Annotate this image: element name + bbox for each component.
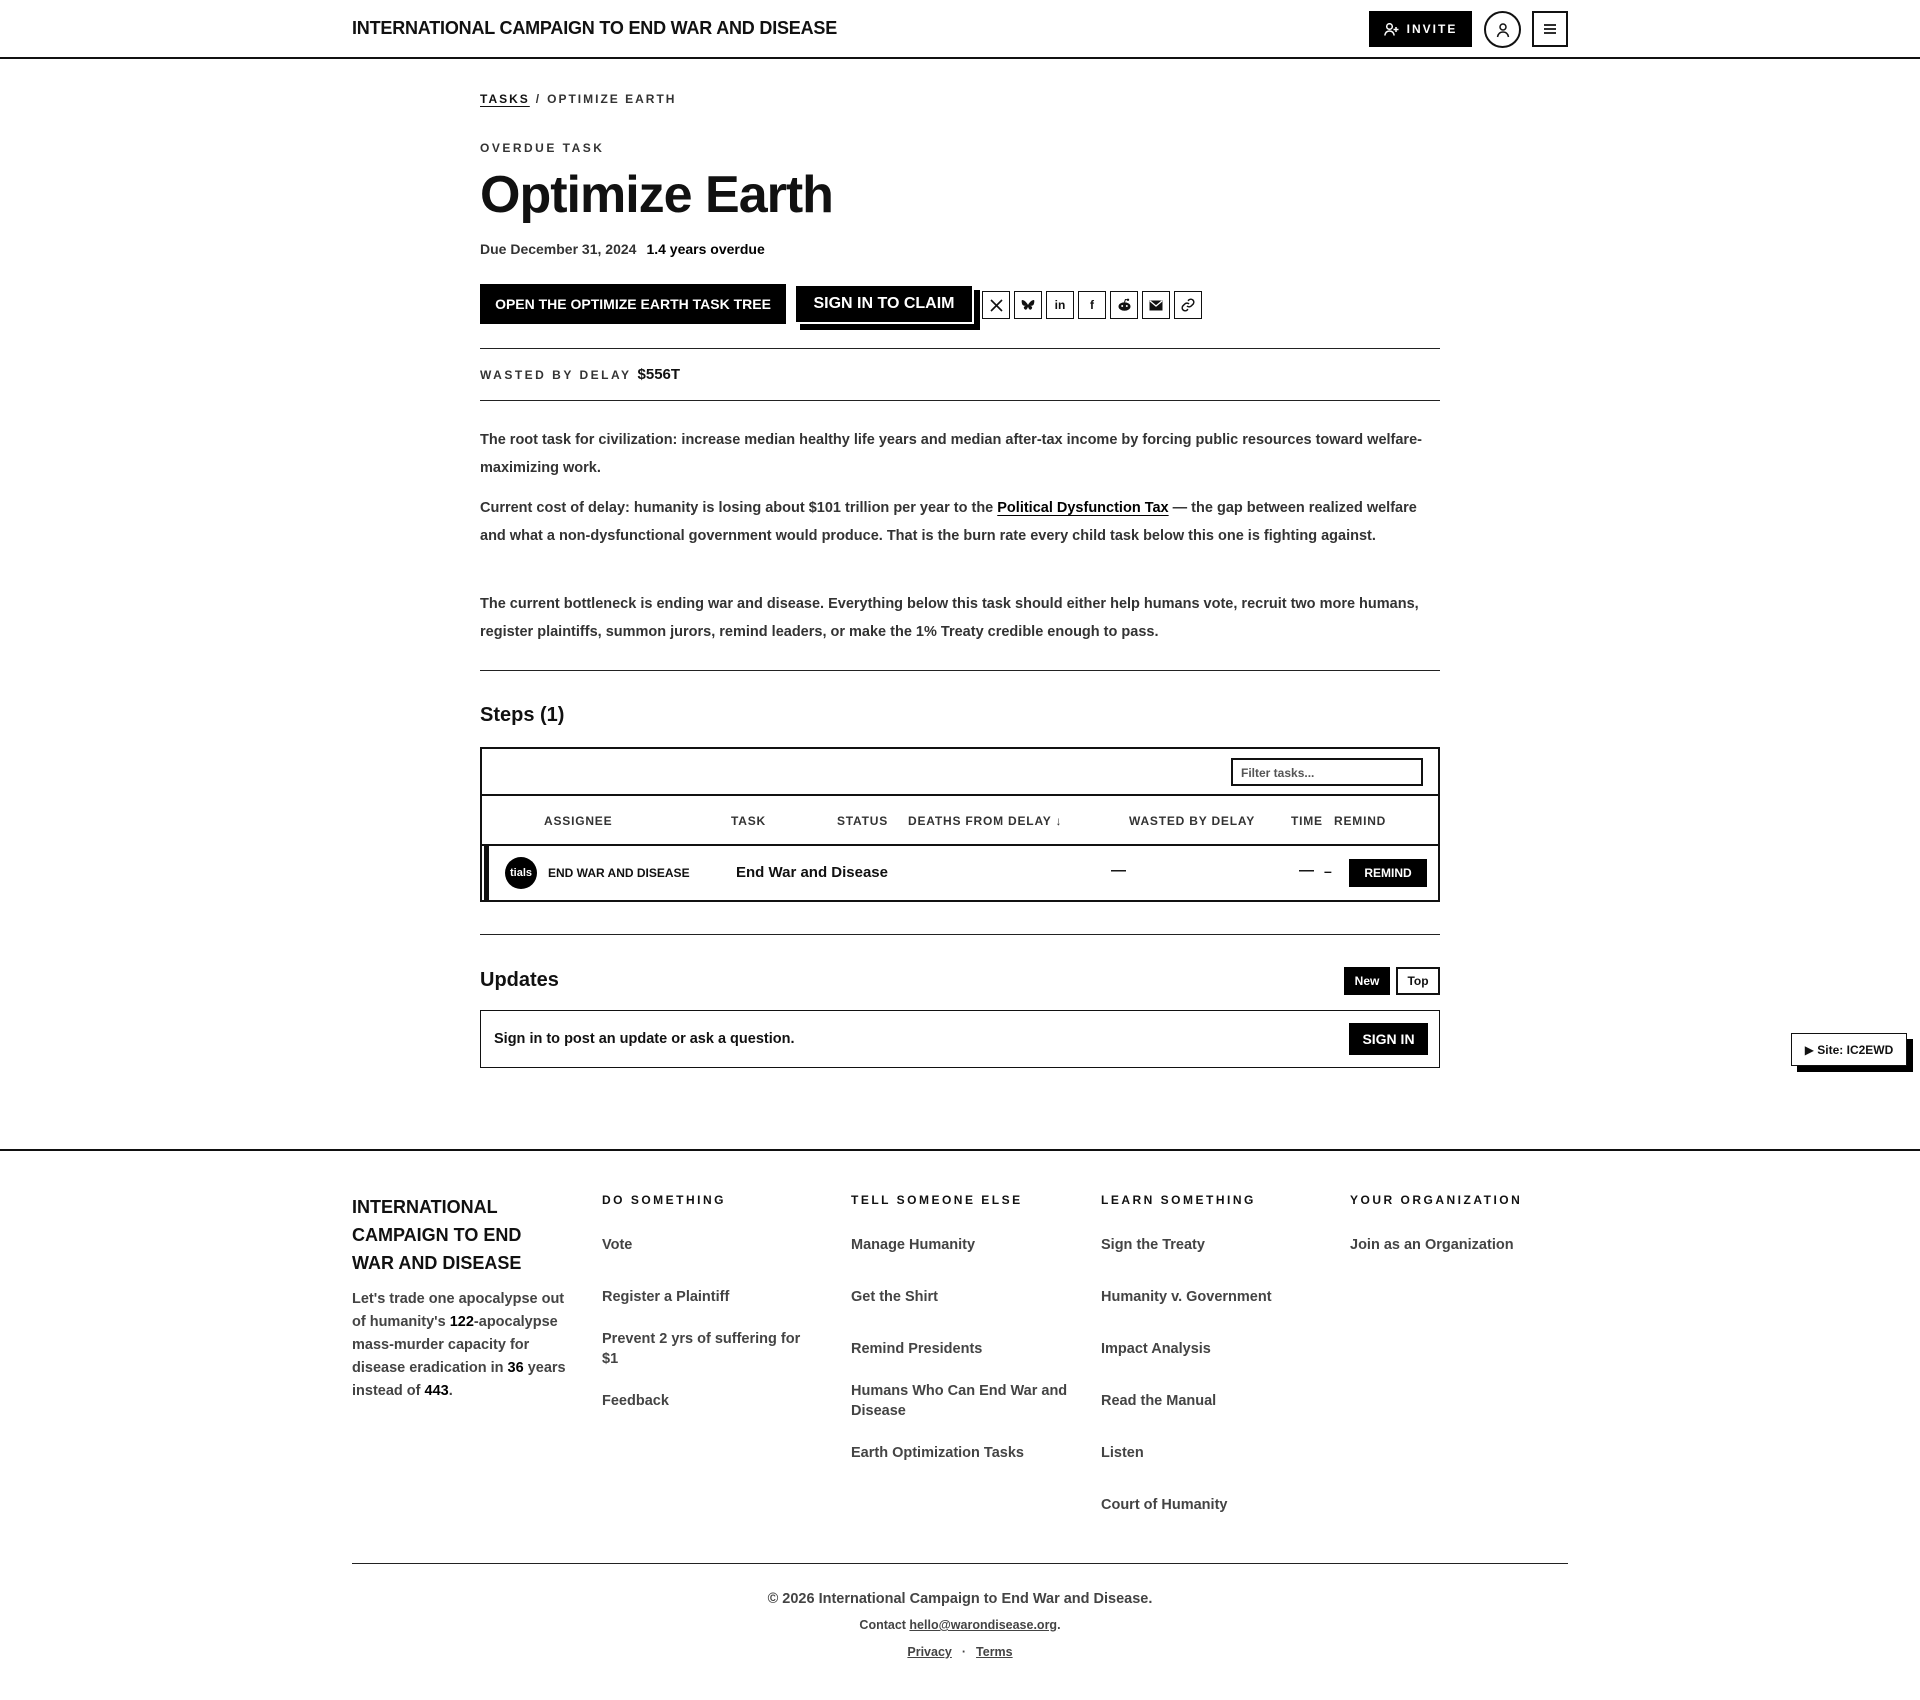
column-wasted-by-delay[interactable]: WASTED BY DELAY	[1129, 814, 1256, 828]
sort-top-tab[interactable]: Top	[1396, 967, 1440, 995]
divider	[480, 400, 1440, 401]
contact-email-link[interactable]: hello@warondisease.org	[909, 1618, 1058, 1632]
account-button[interactable]	[1484, 11, 1521, 48]
footer-column-heading: YOUR ORGANIZATION	[1350, 1193, 1523, 1207]
share-email-button[interactable]	[1142, 291, 1170, 319]
footer-link[interactable]: Humanity v. Government	[1101, 1289, 1272, 1305]
cost-text-after: — the gap between realized welfare and what a non-dysfunctional government would produce. That is the burn rate every child task below this one is fighting against.	[480, 500, 1417, 544]
column-status[interactable]: STATUS	[837, 814, 889, 828]
updates-heading: Updates	[480, 969, 559, 991]
row-time-secondary: –	[1324, 863, 1332, 879]
sort-down-icon: ↓	[1055, 814, 1063, 828]
footer-link[interactable]: Get the Shirt	[851, 1289, 939, 1305]
menu-icon	[1543, 23, 1557, 35]
filter-tasks-input[interactable]: Filter tasks...	[1231, 758, 1423, 786]
email-icon	[1149, 300, 1163, 311]
political-dysfunction-tax-link[interactable]: Political Dysfunction Tax	[997, 500, 1169, 516]
footer-brand[interactable]: INTERNATIONAL CAMPAIGN TO END WAR AND DISEASE	[352, 1197, 522, 1273]
blurb-number: 443	[424, 1383, 449, 1399]
reddit-icon	[1117, 298, 1132, 312]
table-row[interactable]	[484, 846, 1438, 900]
footer-link[interactable]: Manage Humanity	[851, 1237, 976, 1253]
column-deaths-from-delay[interactable]	[908, 814, 1062, 828]
overdue-badge: 1.4 years overdue	[646, 241, 765, 257]
privacy-link[interactable]: Privacy	[907, 1645, 952, 1659]
site-badge[interactable]	[1791, 1033, 1907, 1066]
divider	[480, 934, 1440, 935]
avatar: tials	[505, 857, 537, 889]
due-date: Due December 31, 2024	[480, 241, 637, 257]
share-linkedin-button[interactable]	[1046, 291, 1074, 319]
task-actions	[480, 284, 1440, 330]
top-bar	[0, 0, 1920, 59]
column-remind: REMIND	[1334, 814, 1387, 828]
footer-link[interactable]: Register a Plaintiff	[602, 1289, 730, 1305]
contact-label: Contact	[859, 1618, 910, 1632]
open-task-tree-button[interactable]: OPEN THE OPTIMIZE EARTH TASK TREE	[480, 284, 786, 324]
cost-of-delay-paragraph	[480, 494, 1440, 550]
footer-column-tell-someone-else	[851, 1193, 1071, 1461]
share-x-button[interactable]	[982, 291, 1010, 319]
x-icon	[990, 299, 1003, 312]
footer-column-heading: TELL SOMEONE ELSE	[851, 1193, 1023, 1207]
bluesky-icon	[1021, 299, 1035, 312]
steps-table	[480, 747, 1440, 902]
share-bluesky-button[interactable]	[1014, 291, 1042, 319]
footer-link[interactable]: Feedback	[602, 1393, 669, 1409]
terms-link[interactable]: Terms	[976, 1645, 1013, 1659]
divider	[480, 670, 1440, 671]
blurb-number: 122	[449, 1314, 474, 1330]
link-icon	[1181, 298, 1195, 312]
bottleneck-paragraph: The current bottleneck is ending war and disease. Everything below this task should either help humans vote, recruit two more humans, register plaintiffs, summon jurors, remind leaders, or make the 1% Treaty credible enough to pass.	[480, 596, 1419, 640]
site-badge-label: ▶ Site: IC2EWD	[1791, 1033, 1907, 1066]
remind-button[interactable]: REMIND	[1349, 859, 1427, 887]
blurb-text: .	[448, 1383, 453, 1399]
divider	[480, 348, 1440, 349]
footer-link[interactable]: Impact Analysis	[1101, 1341, 1211, 1357]
legal-separator: ·	[961, 1645, 967, 1659]
cost-text-before: Current cost of delay: humanity is losing about $101 trillion per year to the	[480, 500, 998, 516]
breadcrumb-current: OPTIMIZE EARTH	[547, 92, 677, 106]
invite-label: INVITE	[1406, 22, 1458, 36]
legal-links	[0, 1645, 1920, 1659]
wasted-label: WASTED BY DELAY	[480, 368, 632, 382]
copy-link-button[interactable]	[1174, 291, 1202, 319]
column-task[interactable]: TASK	[731, 814, 766, 828]
sign-in-to-claim-button[interactable]: SIGN IN TO CLAIM	[794, 284, 974, 324]
footer-link[interactable]: Listen	[1101, 1445, 1144, 1461]
add-user-icon	[1384, 23, 1399, 36]
contact-end: .	[1057, 1618, 1061, 1632]
sign-in-button[interactable]: SIGN IN	[1349, 1023, 1428, 1055]
linkedin-icon: in	[1054, 298, 1066, 312]
footer-link[interactable]: Humans Who Can End War and Disease	[851, 1383, 1068, 1419]
menu-button[interactable]	[1532, 11, 1568, 47]
footer-column-heading: DO SOMETHING	[602, 1193, 727, 1207]
table-header	[482, 794, 1438, 846]
row-task[interactable]: End War and Disease	[736, 864, 888, 881]
footer-column-learn-something	[1101, 1193, 1321, 1513]
due-date-line	[480, 241, 765, 257]
facebook-icon: f	[1090, 298, 1094, 312]
footer-column-your-organization	[1350, 1193, 1570, 1253]
breadcrumb-tasks-link[interactable]: TASKS	[480, 92, 530, 106]
signin-prompt: Sign in to post an update or ask a question.	[494, 1031, 795, 1047]
footer-column-do-something	[602, 1193, 822, 1409]
column-time[interactable]: TIME	[1291, 814, 1323, 828]
task-status-kicker: OVERDUE TASK	[480, 141, 605, 155]
footer-blurb	[352, 1288, 567, 1403]
update-signin-box	[480, 1010, 1440, 1068]
share-reddit-button[interactable]	[1110, 291, 1138, 319]
site-brand[interactable]: INTERNATIONAL CAMPAIGN TO END WAR AND DISEASE	[352, 18, 838, 38]
column-assignee[interactable]: ASSIGNEE	[544, 814, 613, 828]
wasted-by-delay	[480, 366, 680, 384]
footer-divider	[352, 1563, 1568, 1564]
column-deaths-label: DEATHS FROM DELAY	[908, 814, 1052, 828]
breadcrumb	[480, 92, 676, 106]
blurb-text: Let's trade one apocalypse out of humanity's	[352, 1291, 565, 1330]
contact-line	[0, 1618, 1920, 1632]
footer-link[interactable]: Earth Optimization Tasks	[851, 1445, 1024, 1461]
page-title: Optimize Earth	[480, 166, 833, 224]
blurb-text: -apocalypse mass-murder capacity for disease eradication in	[352, 1314, 558, 1376]
claim-button-wrap	[794, 284, 980, 330]
description-paragraph: The root task for civilization: increase median healthy life years and median after-tax income by forcing public resources toward welfare-maximizing work.	[480, 432, 1422, 476]
sort-new-tab[interactable]: New	[1344, 967, 1390, 995]
copyright: © 2026 International Campaign to End War and Disease.	[767, 1591, 1153, 1607]
row-time: —	[1299, 862, 1314, 879]
row-deaths: —	[1111, 862, 1126, 879]
footer-link[interactable]: Vote	[602, 1237, 633, 1253]
breadcrumb-separator: /	[535, 92, 542, 106]
footer-link[interactable]: Remind Presidents	[851, 1341, 983, 1357]
wasted-value: $556T	[637, 366, 681, 383]
footer-link[interactable]: Court of Humanity	[1101, 1497, 1228, 1513]
invite-button[interactable]	[1369, 11, 1472, 47]
blurb-text: years instead of	[352, 1360, 566, 1399]
footer-link[interactable]: Prevent 2 yrs of suffering for $1	[602, 1331, 801, 1367]
row-assignee[interactable]: END WAR AND DISEASE	[548, 866, 690, 880]
blurb-number: 36	[507, 1360, 524, 1376]
footer-column-heading: LEARN SOMETHING	[1101, 1193, 1256, 1207]
steps-heading: Steps (1)	[480, 704, 565, 726]
footer-link[interactable]: Join as an Organization	[1350, 1237, 1514, 1253]
user-icon	[1495, 22, 1511, 38]
footer	[0, 1149, 1920, 1700]
footer-link[interactable]: Read the Manual	[1101, 1393, 1217, 1409]
share-facebook-button[interactable]	[1078, 291, 1106, 319]
footer-link[interactable]: Sign the Treaty	[1101, 1237, 1205, 1253]
